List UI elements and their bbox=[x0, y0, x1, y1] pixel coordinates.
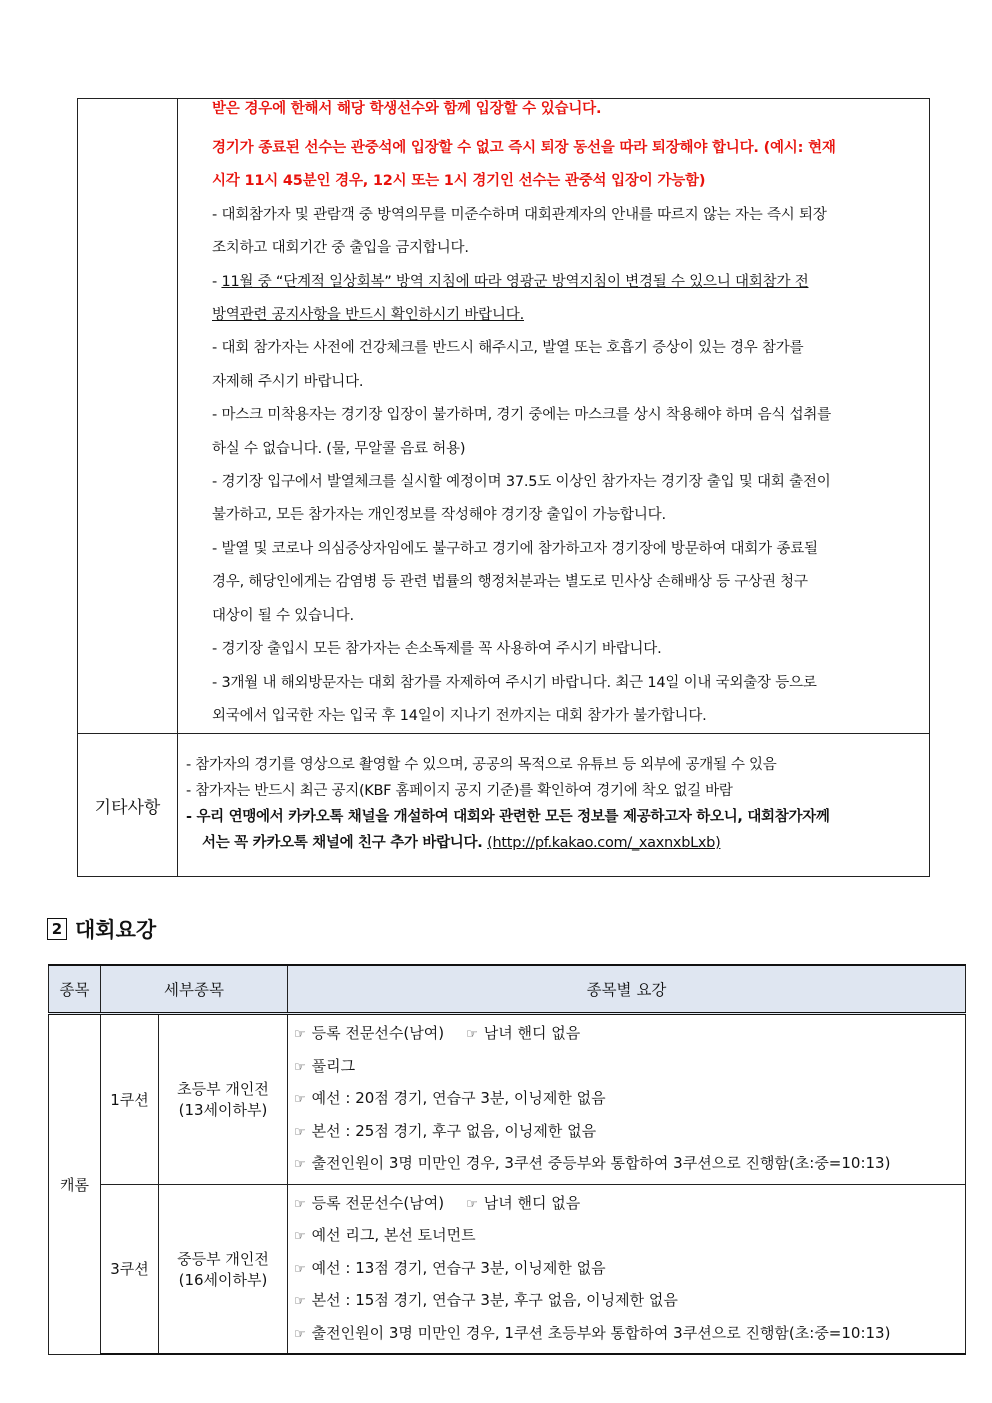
section-heading bbox=[47, 914, 156, 944]
rule-line: - 대회 참가자는 사전에 건강체크를 반드시 해주시고, 발열 또는 호흡기 증상이 있는 경우 참가를 bbox=[212, 340, 804, 357]
misc-line-bold: - 우리 연맹에서 카카오톡 채널을 개설하여 대회와 관련한 모든 정보를 제공하고자 하오니, 대회참가자께 bbox=[186, 809, 830, 826]
rule-red-1: 받은 경우에 한해서 해당 학생선수와 함께 입장할 수 있습니다. bbox=[212, 101, 602, 117]
event-table bbox=[48, 964, 966, 1355]
pointing-hand-icon: ☞ bbox=[294, 1059, 306, 1075]
rules-text bbox=[178, 99, 929, 733]
pointing-hand-icon: ☞ bbox=[294, 1196, 306, 1212]
pointing-hand-icon: ☞ bbox=[294, 1157, 306, 1172]
pointing-hand-icon: ☞ bbox=[294, 1326, 306, 1342]
rule-line: 조치하고 대회기간 중 출입을 금지합니다. bbox=[212, 240, 469, 257]
header-event: 종목 bbox=[49, 965, 101, 1014]
rule-line: - 3개월 내 해외방문자는 대회 참가를 자제하여 주시기 바랍니다. 최근 14일 이내 국외출장 등으로 bbox=[212, 674, 817, 691]
rule-red-2: 경기가 종료된 선수는 관중석에 입장할 수 없고 즉시 퇴장 동선을 따라 퇴장해야 합니다. (예시: 현재 bbox=[212, 140, 836, 156]
pointing-hand-icon: ☞ bbox=[294, 1229, 306, 1244]
division-cell: 중등부 개인전 (16세이하부) bbox=[159, 1184, 288, 1354]
section-number: 2 bbox=[47, 918, 67, 940]
event-carom: 캐롬 bbox=[49, 1014, 101, 1355]
rule-line: 하실 수 없습니다. (물, 무알콜 음료 허용) bbox=[212, 440, 466, 457]
misc-text bbox=[178, 734, 929, 874]
rule-line: 불가하고, 모든 참가자는 개인정보를 작성해야 경기장 출입이 가능합니다. bbox=[212, 507, 666, 524]
section-title: 대회요강 bbox=[75, 918, 157, 942]
description-cell: ☞ 등록 전문선수(남여) ☞ 남녀 핸디 없음 ☞ 예선 리그, 본선 토너먼트 ☞ 예선 : 13점 경기, 연습구 3분, 이닝제한 없음 ☞ 본선 : 15점 경기, 연습구 3분, 후구 없음, 이닝제한 없음 ☞ 출전인원이 3명 미만인 경우, 1쿠션 초등부와 통합하여 3쿠션으로 진행함(초:중=10:13) bbox=[288, 1184, 966, 1354]
misc-line: - 참가자의 경기를 영상으로 촬영할 수 있으며, 공공의 목적으로 유튜브 등 외부에 공개될 수 있음 bbox=[186, 757, 777, 774]
misc-label: 기타사항 bbox=[78, 734, 178, 877]
header-description: 종목별 요강 bbox=[288, 965, 966, 1014]
rule-red-3: 시각 11시 45분인 경우, 12시 또는 1시 경기인 선수는 관중석 입장이 가능함) bbox=[212, 173, 706, 190]
underlined-notice: 11월 중 “단계적 일상회복” 방역 지침에 따라 영광군 방역지침이 변경될 수 있으니 대회참가 전 bbox=[221, 273, 809, 290]
pointing-hand-icon: ☞ bbox=[294, 1124, 306, 1140]
rule-line: 경우, 해당인에게는 감염병 등 관련 법률의 행정처분과는 별도로 민사상 손해배상 등 구상권 청구 bbox=[212, 574, 808, 591]
misc-line-bold: 서는 꼭 카카오톡 채널에 친구 추가 바랍니다. (http://pf.kakao.com/_xaxnxbLxb) bbox=[202, 835, 721, 852]
pointing-hand-icon: ☞ bbox=[294, 1027, 306, 1042]
pointing-hand-icon: ☞ bbox=[294, 1092, 306, 1107]
header-sub-event: 세부종목 bbox=[101, 965, 288, 1014]
rule-line: - 11월 중 “단계적 일상회복” 방역 지침에 따라 영광군 방역지침이 변경될 수 있으니 대회참가 전 bbox=[212, 273, 809, 290]
kakao-channel-link[interactable]: (http://pf.kakao.com/_xaxnxbLxb) bbox=[487, 835, 721, 852]
rule-line: - 대회참가자 및 관람객 중 방역의무를 미준수하며 대회관계자의 안내를 따르지 않는 자는 즉시 퇴장 bbox=[212, 206, 827, 223]
pointing-hand-icon: ☞ bbox=[294, 1294, 306, 1309]
rule-line: 외국에서 입국한 자는 입국 후 14일이 지나기 전까지는 대회 참가가 불가합니다. bbox=[212, 707, 707, 724]
division-cell: 초등부 개인전 (13세이하부) bbox=[159, 1014, 288, 1185]
rule-line: 대상이 될 수 있습니다. bbox=[212, 607, 354, 624]
rules-cell bbox=[178, 99, 930, 734]
rule-line: 자제해 주시기 바랍니다. bbox=[212, 373, 364, 390]
description-cell: ☞ 등록 전문선수(남여) ☞ 남녀 핸디 없음 ☞ 풀리그 ☞ 예선 : 20점 경기, 연습구 3분, 이닝제한 없음 ☞ 본선 : 25점 경기, 후구 없음, 이닝제한 없음 ☞ 출전인원이 3명 미만인 경우, 3쿠션 중등부와 통합하여 3쿠션으로 진행함(초:중=10:13) bbox=[288, 1014, 966, 1185]
rules-label-cell bbox=[78, 99, 178, 734]
cushion-cell: 1쿠션 bbox=[101, 1014, 159, 1185]
rules-table bbox=[77, 98, 930, 877]
misc-cell bbox=[178, 734, 930, 877]
pointing-hand-icon: ☞ bbox=[466, 1196, 478, 1212]
misc-line: - 참가자는 반드시 최근 공지(KBF 홈페이지 공지 기준)를 확인하여 경기에 착오 없길 바람 bbox=[186, 783, 733, 800]
rule-line: - 경기장 입구에서 발열체크를 실시할 예정이며 37.5도 이상인 참가자는 경기장 출입 및 대회 출전이 bbox=[212, 474, 831, 491]
pointing-hand-icon: ☞ bbox=[466, 1027, 478, 1042]
pointing-hand-icon: ☞ bbox=[294, 1261, 306, 1277]
cushion-cell: 3쿠션 bbox=[101, 1184, 159, 1354]
rule-line: - 경기장 출입시 모든 참가자는 손소독제를 꼭 사용하여 주시기 바랍니다. bbox=[212, 641, 662, 658]
underlined-notice: 방역관련 공지사항을 반드시 확인하시기 바랍니다. bbox=[212, 307, 524, 324]
rule-line: - 마스크 미착용자는 경기장 입장이 불가하며, 경기 중에는 마스크를 상시 착용해야 하며 음식 섭취를 bbox=[212, 407, 832, 424]
rule-line: - 발열 및 코로나 의심증상자임에도 불구하고 경기에 참가하고자 경기장에 방문하여 대회가 종료될 bbox=[212, 540, 818, 557]
